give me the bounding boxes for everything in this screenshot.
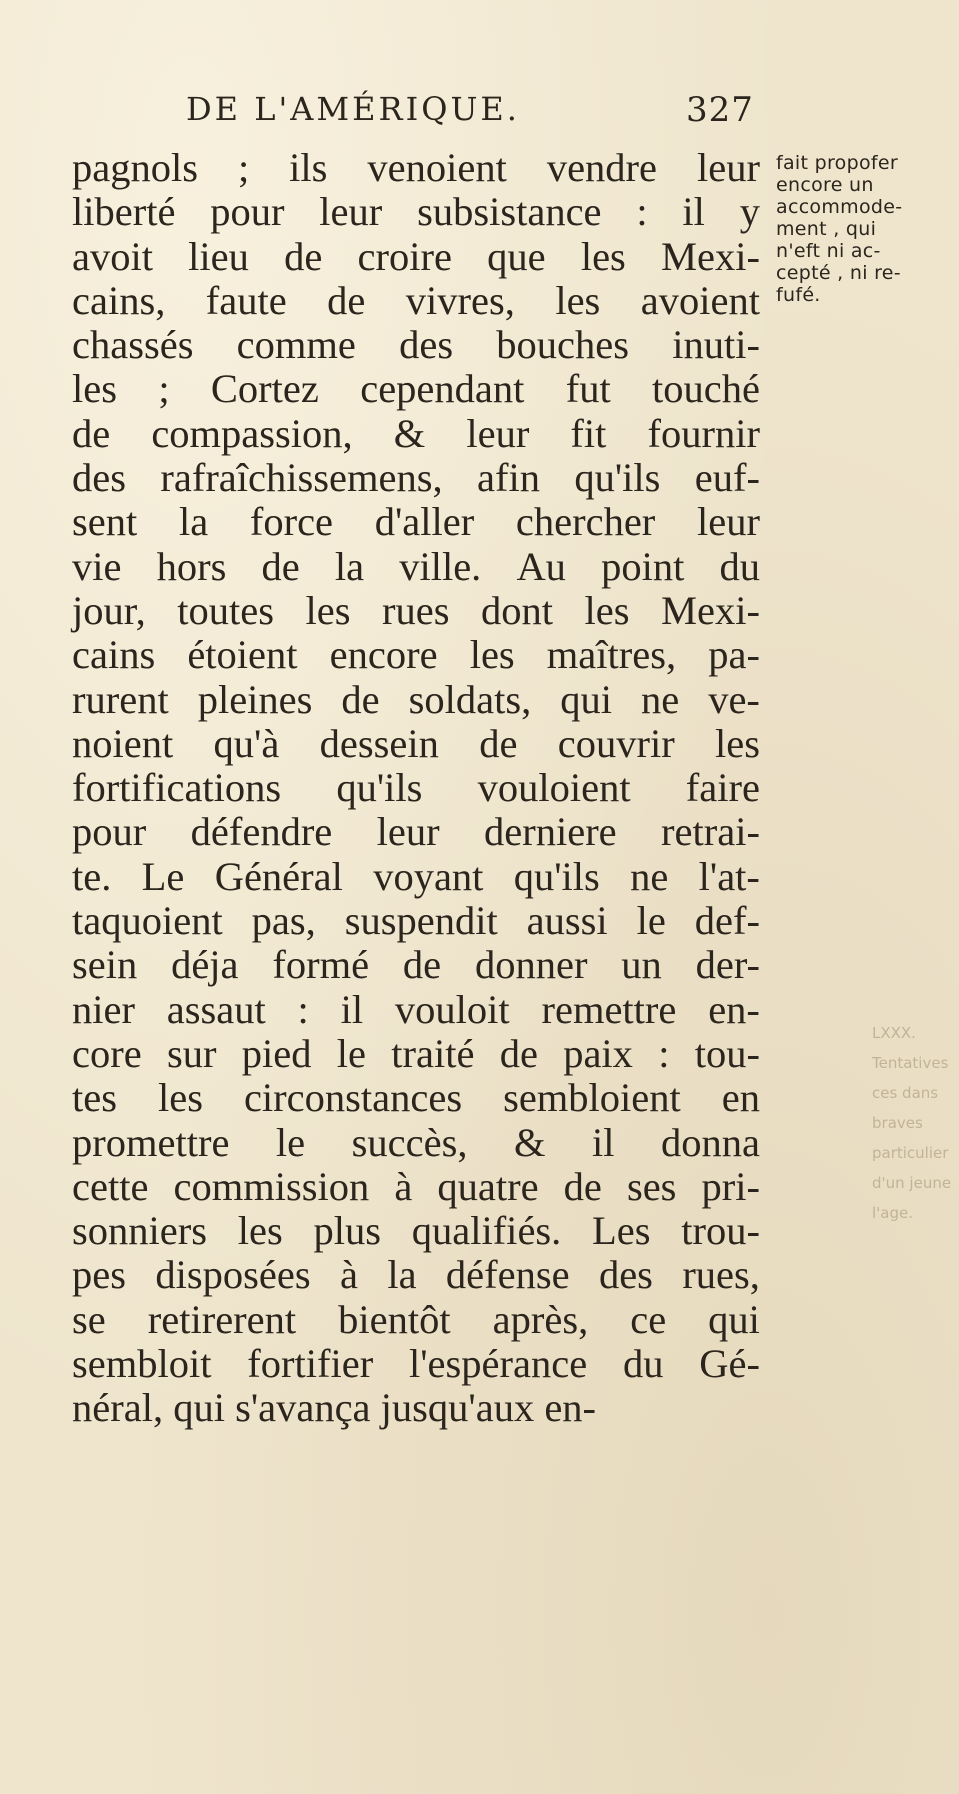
margin-note-line: encore un (776, 174, 874, 196)
body-text (72, 146, 760, 1431)
page-number: 327 (686, 90, 754, 130)
margin-note-line: fait propofer (776, 152, 898, 174)
margin-note-line: fufé. (776, 284, 821, 306)
text-line: promettre le succès, & il donna (72, 1119, 760, 1165)
text-line: néral, qui s'avança jusqu'aux en- (72, 1385, 597, 1431)
faint-note-line: braves (872, 1114, 923, 1132)
text-line: pes disposées à la défense des rues, (72, 1252, 760, 1298)
text-line: cains étoient encore les maîtres, pa- (72, 632, 760, 678)
text-line: sent la force d'aller chercher leur (72, 499, 760, 545)
text-line: pour défendre leur derniere retrai- (72, 809, 760, 855)
text-line: avoit lieu de croire que les Mexi- (72, 233, 760, 279)
text-line: core sur pied le traité de paix : tou- (72, 1030, 760, 1076)
bleed-through-margin-note (872, 1018, 952, 1228)
faint-note-line: Tentatives (872, 1054, 949, 1072)
text-line: fortifications qu'ils vouloient faire (72, 765, 760, 811)
margin-note-line: accommode- (776, 196, 903, 218)
text-line: vie hors de la ville. Au point du (72, 543, 760, 589)
text-line: rurent pleines de soldats, qui ne ve- (72, 676, 760, 722)
faint-note-line: l'age. (872, 1204, 914, 1222)
running-title: DE L'AMÉRIQUE. (186, 90, 520, 128)
faint-note-line: d'un jeune (872, 1174, 952, 1192)
text-line: jour, toutes les rues dont les Mexi- (72, 587, 760, 633)
margin-note-line: n'eft ni ac- (776, 240, 881, 262)
text-line: tes les circonstances sembloient en (72, 1075, 760, 1121)
text-line: les ; Cortez cependant fut touché (72, 366, 760, 412)
text-line: chassés comme des bouches inuti- (72, 322, 760, 368)
text-line: te. Le Général voyant qu'ils ne l'at- (72, 853, 760, 899)
text-line: pagnols ; ils venoient vendre leur (72, 145, 760, 190)
text-line: taquoient pas, suspendit aussi le def- (72, 898, 760, 944)
text-line: nier assaut : il vouloit remettre en- (72, 986, 760, 1032)
margin-note-line: cepté , ni re- (776, 262, 901, 284)
margin-note-line: ment , qui (776, 218, 877, 240)
text-line: de compassion, & leur fit fournir (72, 410, 760, 456)
text-line: liberté pour leur subsistance : il y (72, 189, 760, 235)
text-line: cette commission à quatre de ses pri- (72, 1163, 760, 1209)
text-line: des rafraîchissemens, afin qu'ils euf- (72, 455, 760, 501)
faint-note-line: ces dans (872, 1084, 939, 1102)
text-line: cains, faute de vivres, les avoient (72, 277, 760, 323)
text-line: sein déja formé de donner un der- (72, 942, 760, 988)
faint-note-line: LXXX. (872, 1024, 916, 1042)
text-line: noient qu'à dessein de couvrir les (72, 720, 760, 766)
text-line: sonniers les plus qualifiés. Les trou- (72, 1208, 760, 1254)
running-header (186, 90, 786, 128)
text-line: se retirerent bientôt après, ce qui (72, 1296, 760, 1342)
text-line: sembloit fortifier l'espérance du Gé- (72, 1341, 760, 1387)
faint-note-line: particulier (872, 1144, 949, 1162)
margin-note (776, 152, 956, 306)
